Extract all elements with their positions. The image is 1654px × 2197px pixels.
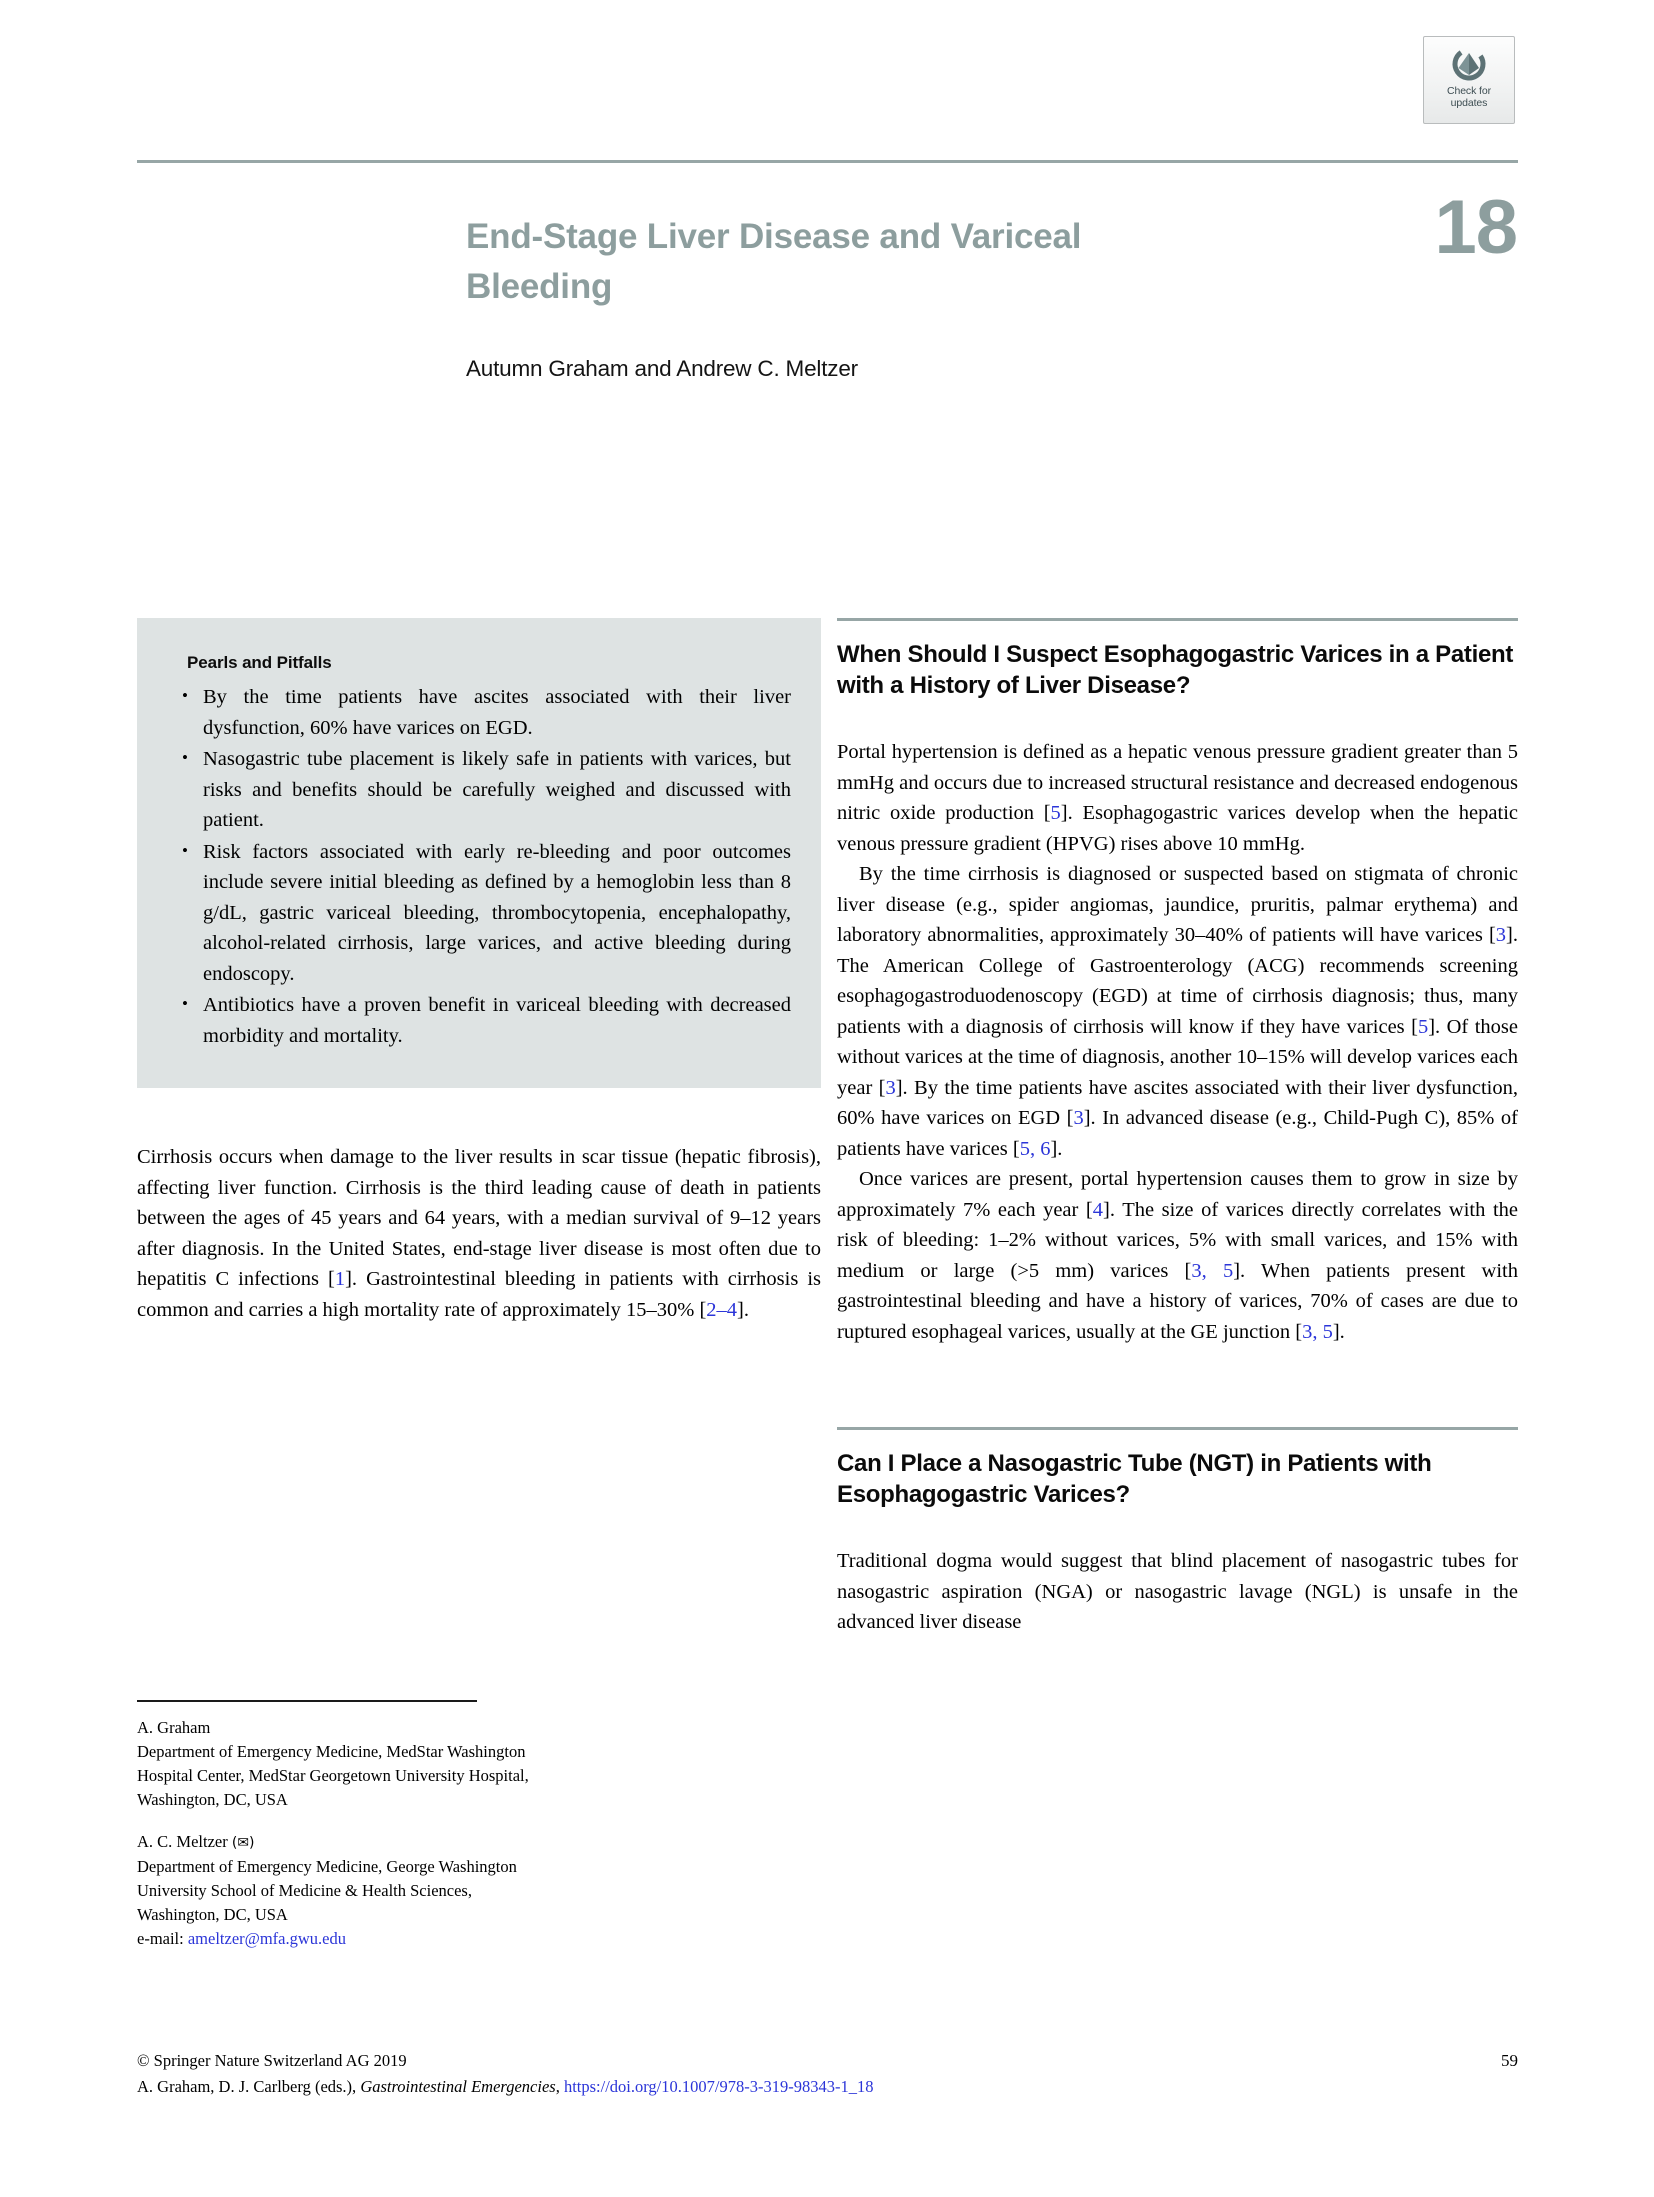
citation-ref[interactable]: 3 [1073,1107,1084,1129]
paragraph-text: By the time cirrhosis is diagnosed or suspected based on stigmata of chronic liver disease (e.g., spider angiomas, jaundice, pruritis, palmar erythema) and laboratory abnormalities, approximately 30–40% of patients will have varices [ [837,863,1518,946]
page-footer [137,2048,1518,2100]
section-heading-ngt: Can I Place a Nasogastric Tube (NGT) in Patients with Esophagogastric Varices? [837,1450,1432,1508]
citation-ref[interactable]: 3, 5 [1302,1320,1333,1343]
left-intro-paragraph [137,1142,821,1325]
section-rule [837,1427,1518,1430]
footer-copyright-line [137,2048,1518,2074]
pearls-list [163,682,791,1051]
citation-ref[interactable]: 5, 6 [1019,1137,1051,1160]
affiliation-line: Department of Emergency Medicine, George Washington [137,1857,517,1876]
doi-link[interactable]: https://doi.org/10.1007/978-3-319-98343-1_18 [563,2077,874,2096]
paragraph-text: ]. [1050,1137,1063,1160]
citation-editors: A. Graham, D. J. Carlberg (eds.), [137,2077,361,2096]
chapter-authors: Autumn Graham and Andrew C. Meltzer [466,356,858,381]
paragraph: Traditional dogma would suggest that blind placement of nasogastric tubes for nasogastric aspiration (NGA) or nasogastric lavage (NGL) is unsafe in the advanced liver disease [837,1550,1518,1633]
email-line [137,1927,757,1951]
affiliation-line: Washington, DC, USA [137,1790,288,1809]
affiliation-line: University School of Medicine & Health Sciences, [137,1881,472,1900]
list-item: • Risk factors associated with early re-bleeding and poor outcomes include severe initial bleeding as defined by a hemoglobin less than 8 g/dL, gastric variceal bleeding, thrombocytopenia, encephalopathy, alcohol-related cirrhosis, large varices, and active bleeding during endoscopy. [163,837,791,990]
paragraph-text: ]. In advanced disease (e.g., Child-Pugh C), 85% of patients have varices [ [837,1107,1518,1160]
paragraph-text: ]. The American College of Gastroenterology (ACG) recommends screening esophagogastroduodenoscopy (EGD) at time of cirrhosis diagnosis; thus, many patients with a diagnosis of cirrhosis will know if they have varices [ [837,924,1518,1038]
section-body-varices [837,737,1518,1347]
affiliation-entry [137,1830,757,1951]
section-heading-varices: When Should I Suspect Esophagogastric Varices in a Patient with a History of Liver Disease? [837,641,1514,699]
citation-ref[interactable]: 4 [1092,1198,1104,1221]
citation-ref[interactable]: 2–4 [706,1298,738,1321]
author-name: A. C. Meltzer [137,1832,228,1851]
header-rule [137,160,1518,163]
email-label: e-mail: [137,1929,188,1948]
copyright-text: © Springer Nature Switzerland AG 2019 [137,2051,407,2070]
citation-ref[interactable]: 3 [885,1076,896,1099]
paragraph-text: ]. [737,1298,749,1321]
chapter-number: 18 [1434,185,1517,270]
paragraph-text: ]. When patients present with gastrointestinal bleeding and have a history of varices, 70% of cases are due to ruptured esophageal varices, usually at the GE junction [ [837,1259,1519,1343]
paragraph [837,737,1518,859]
email-link[interactable]: ameltzer@mfa.gwu.edu [187,1929,346,1948]
left-column [137,618,821,1325]
paragraph-text: Cirrhosis occurs when damage to the liver results in scar tissue (hepatic fibrosis), affecting liver function. Cirrhosis is the third leading cause of death in patients between the ages of 45 years and 64 years, with a median survival of 9–12 years after diagnosis. In the United States, end-stage liver disease is most often due to hepatitis C infections [ [137,1146,821,1290]
check-for-updates-icon [1449,44,1489,84]
citation-ref[interactable]: 1 [334,1268,346,1290]
list-item: • Nasogastric tube placement is likely safe in patients with varices, but risks and benefits should be carefully weighed and discussed with patient. [163,744,791,836]
pearls-and-pitfalls-box [137,618,821,1088]
citation-ref[interactable]: 3 [1495,924,1507,946]
list-item: • By the time patients have ascites associated with their liver dysfunction, 60% have varices on EGD. [163,682,791,743]
footer-citation-line [137,2074,1518,2100]
footnote-rule [137,1700,477,1702]
author-name: A. Graham [137,1718,211,1737]
affiliation-line: Department of Emergency Medicine, MedStar Washington [137,1742,526,1761]
citation-ref[interactable]: 5 [1417,1015,1429,1038]
right-column [837,618,1518,1638]
paragraph-text: Portal hypertension is defined as a hepatic venous pressure gradient greater than 5 mmHg and occurs due to increased structural resistance and decreased endogenous nitric oxide production [ [837,741,1518,824]
check-for-updates-badge[interactable] [1423,36,1515,124]
page-title: End-Stage Liver Disease and Variceal Bleeding [466,217,1082,307]
list-item: • Antibiotics have a proven benefit in variceal bleeding with decreased morbidity and mortality. [163,990,791,1051]
paragraph-text: ]. Esophagogastric varices develop when the hepatic venous pressure gradient (HPVG) rises above 10 mmHg. [837,802,1518,855]
paragraph-text: ]. [1332,1320,1345,1343]
paragraph-text: ]. The size of varices directly correlates with the risk of bleeding: 1–2% without varices, 5% with small varices, and 15% with medium or large (>5 mm) varices [ [837,1198,1518,1282]
affiliations-footnote [137,1700,757,1951]
paragraph-text: ]. By the time patients have ascites associated with their liver dysfunction, 60% have varices on EGD [ [837,1076,1519,1129]
author-name-line [137,1830,757,1855]
affiliation-entry [137,1716,757,1812]
section-ngt [837,1427,1518,1638]
citation-ref[interactable]: 3, 5 [1191,1259,1234,1282]
pearls-box-title: Pearls and Pitfalls [187,653,332,672]
affiliation-line: Washington, DC, USA [137,1905,288,1924]
citation-book-title: Gastrointestinal Emergencies [360,2077,556,2096]
affiliation-line: Hospital Center, MedStar Georgetown University Hospital, [137,1766,529,1785]
check-for-updates-label: Check for updates [1446,85,1492,109]
section-body-ngt [837,1546,1518,1638]
citation-ref[interactable]: 5 [1050,802,1061,824]
paragraph [837,859,1518,1164]
page-number: 59 [1501,2051,1518,2070]
citation-separator: , [555,2077,564,2096]
paragraph [837,1164,1518,1347]
paragraph-text: ]. Of those without varices at the time of diagnosis, another 10–15% will develop varices each year [ [837,1015,1519,1099]
envelope-icon: (✉) [231,1835,255,1851]
paragraph-text: Once varices are present, portal hypertension causes them to grow in size by approximately 7% each year [ [837,1168,1518,1221]
section-rule [837,618,1518,621]
paragraph-text: ]. Gastrointestinal bleeding in patients with cirrhosis is common and carries a high mortality rate of approximately 15–30% [ [137,1268,822,1321]
